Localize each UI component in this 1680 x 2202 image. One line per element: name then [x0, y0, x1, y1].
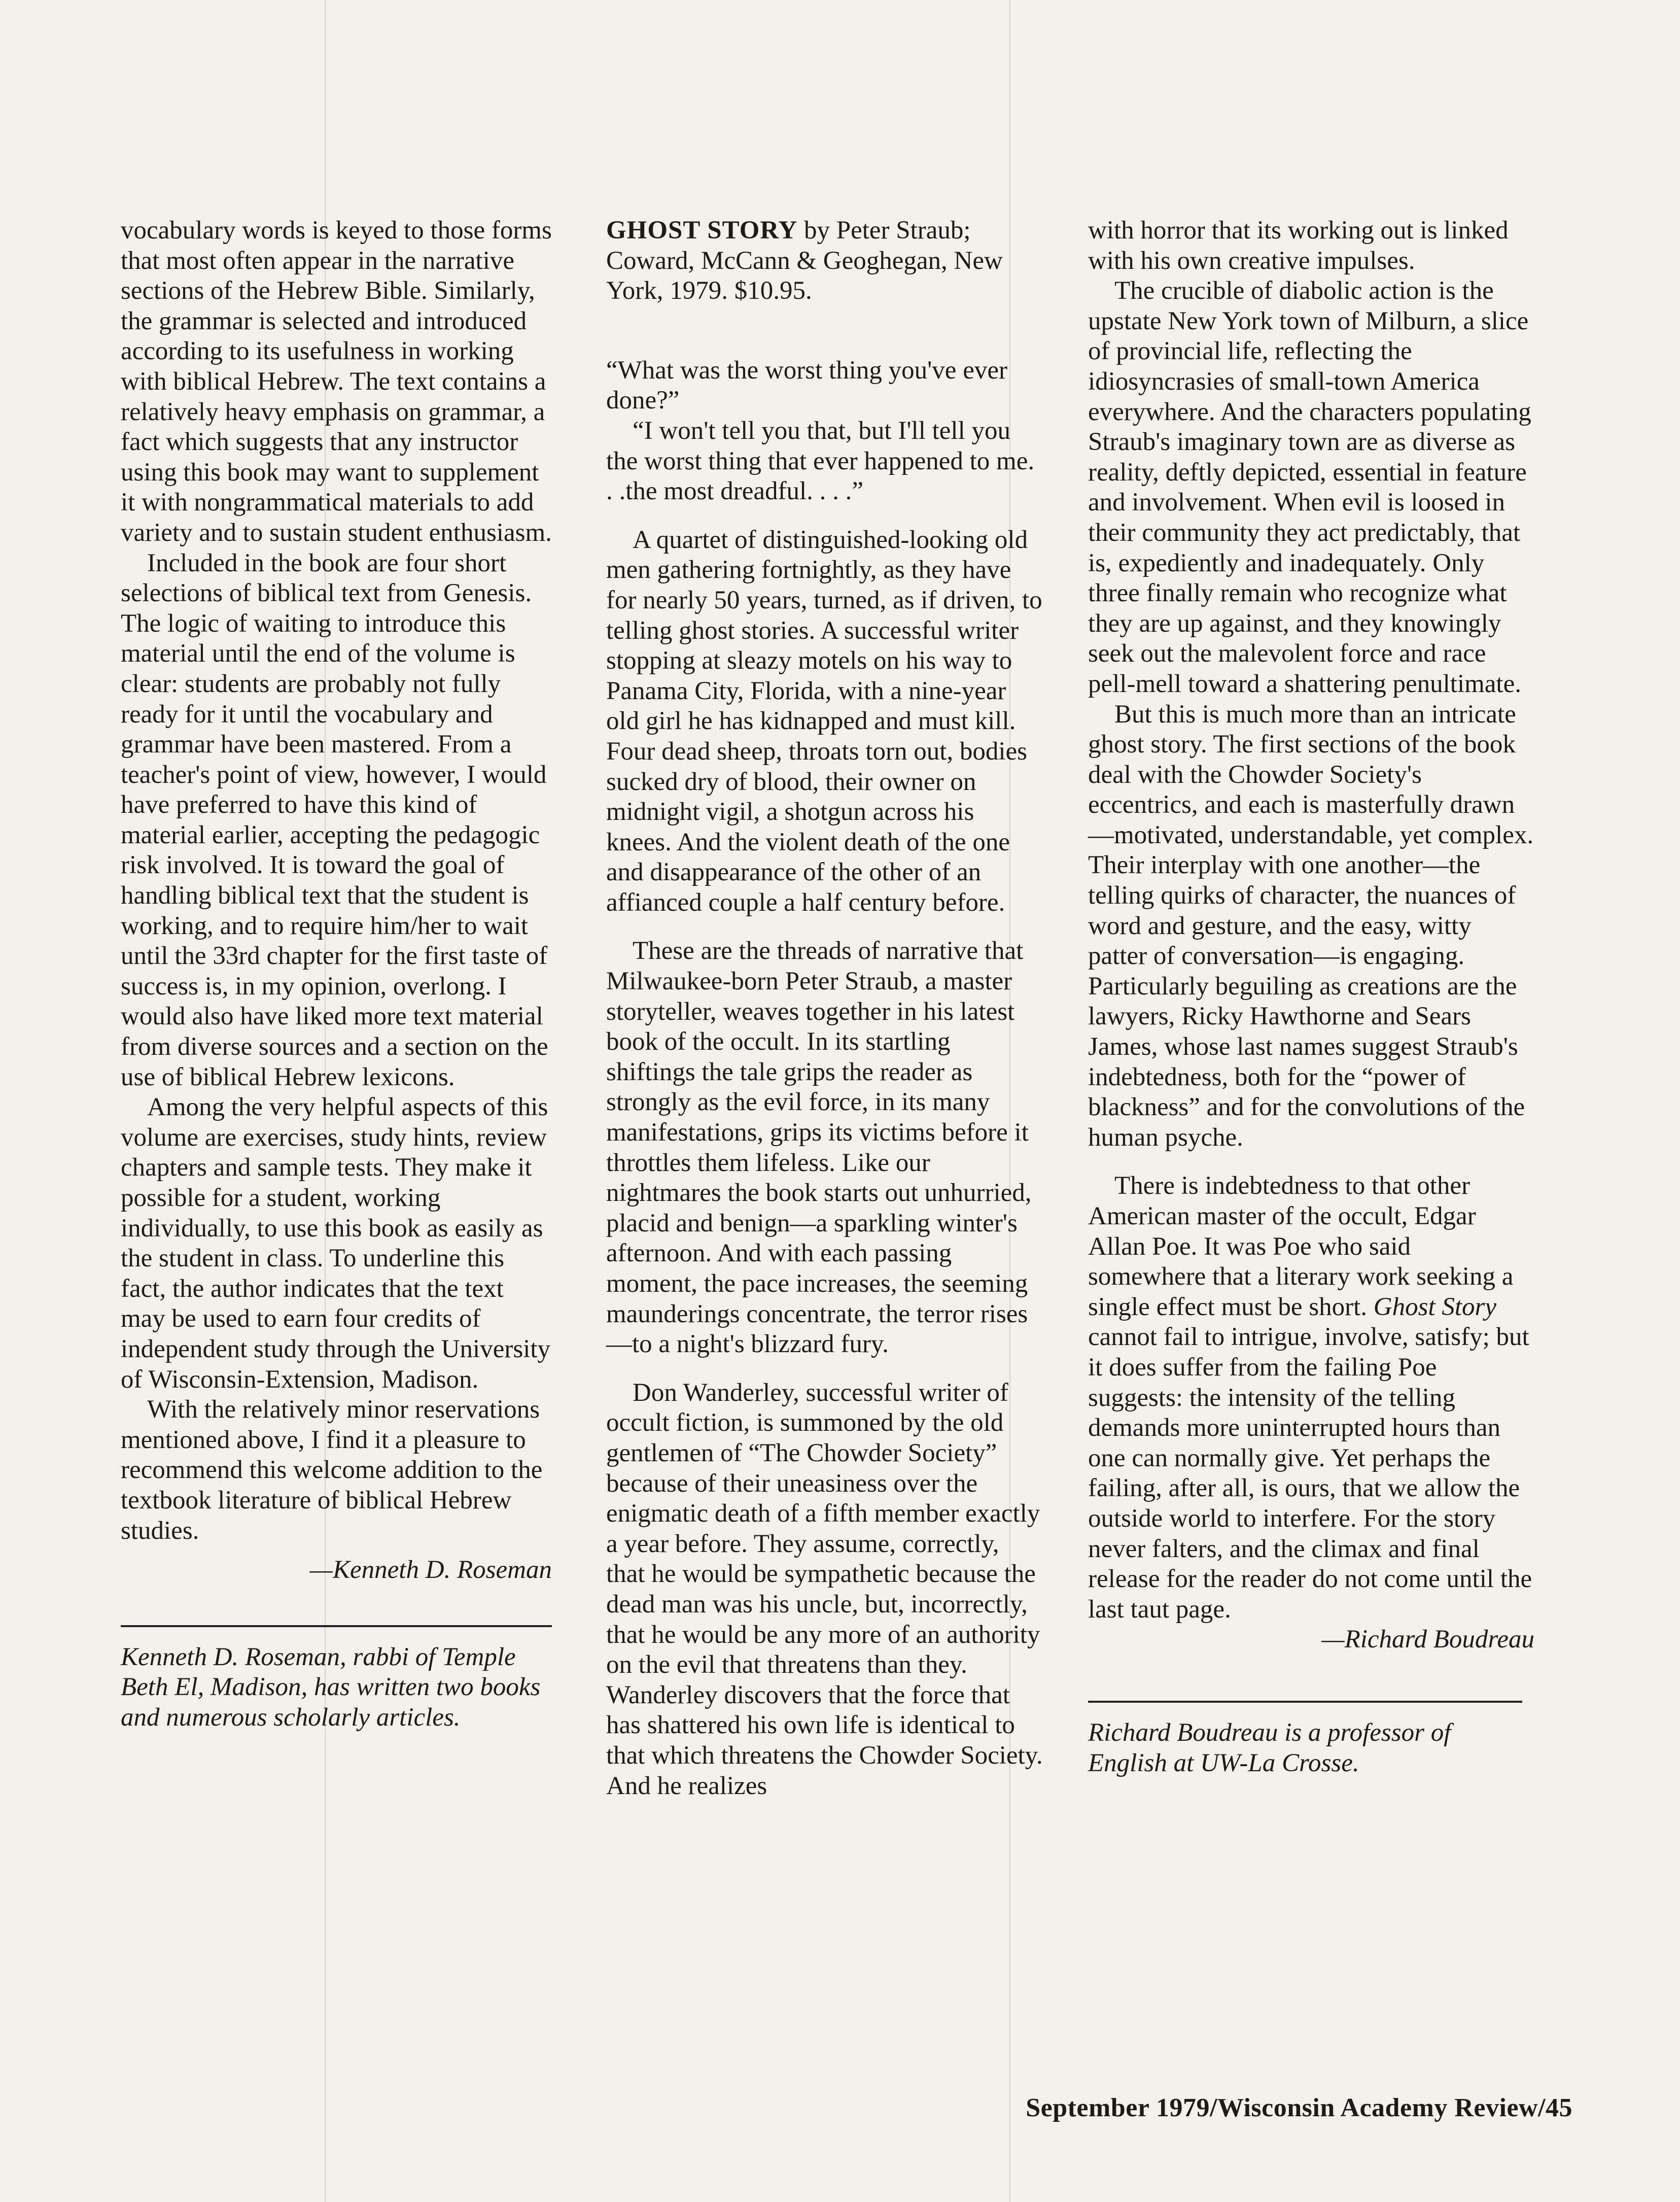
paragraph: These are the threads of narrative that Milwaukee-born Peter Straub, a master storyteller, weaves together in his latest book of the occult. In its startling shiftings the tale grips the reader as strongly as the evil force, in its many manifestations, grips its victims before it throttles them lifeless. Like our nightmares the book starts out unhurried, placid and benign—a sparkling winter's afternoon. And with each passing moment, the pace increases, the seeming maunderings concentrate, the terror rises—to a night's blizzard fury. [606, 937, 1032, 1359]
paragraph: But this is much more than an intricate ghost story. The first sections of the book deal with the Chowder Society's eccentrics, and each is masterfully drawn—motivated, understandable, yet complex. Their interplay with one another—the telling quirks of character, the nuances of word and gesture, and the easy, witty patter of conversation—is engaging. Particularly beguiling as creations are the lawyers, Ricky Hawthorne and Sears James, whose last names suggest Straub's indebtedness, both for the “power of blackness” and for the convolutions of the human psyche. [1088, 700, 1534, 1152]
paragraph: “What was the worst thing you've ever done?” [606, 356, 1007, 415]
column-1 [121, 216, 552, 1733]
divider [121, 1625, 552, 1627]
paragraph: Among the very helpful aspects of this volume are exercises, study hints, review chapters and sample tests. They make it possible for a student, working individually, to use this book as easily as the student in class. To underline this fact, the author indicates that the text may be used to earn four credits of independent study through the University of Wisconsin-Extension, Madison. [121, 1093, 551, 1394]
divider [1088, 1701, 1522, 1703]
book-heading [606, 216, 1044, 306]
paragraph: “I won't tell you that, but I'll tell you the worst thing that ever happened to me. . .the most dreadful. . . .” [606, 416, 1035, 506]
column-3 [1088, 216, 1534, 1778]
book-info: by Peter Straub; Coward, McCann & Geoghegan, New York, 1979. $10.95. [606, 216, 1003, 305]
review-signature: —Kenneth D. Roseman [309, 1556, 552, 1585]
paragraph: There is indebtedness to that other American master of the occult, Edgar Allan Poe. It was Poe who said somewhere that a literary work seeking a single effect must be short. Ghost Story cannot fail to intrigue, involve, satisfy; but it does suffer from the failing Poe suggests: the intensity of the telling demands more uninterrupted hours than one can normally give. Yet perhaps the failing, after all, is ours, that we allow the outside world to interfere. For the story never falters, and the climax and final release for the reader do not come until the last taut page. [1088, 1172, 1532, 1624]
reviewer-bio: Richard Boudreau is a professor of English at UW-La Crosse. [1088, 1718, 1451, 1777]
book-title: GHOST STORY [606, 216, 798, 245]
paragraph: Don Wanderley, successful writer of occult fiction, is summoned by the old gentlemen of “The Chowder Society” because of their uneasiness over the enigmatic death of a fifth member exactly a year before. They assume, correctly, that he would be sympathetic because the dead man was his uncle, but, incorrectly, that he would be any more of an authority on the evil that threatens than they. Wanderley discovers that the force that has shattered his own life is identical to that which threatens the Chowder Society. And he realizes [606, 1378, 1043, 1800]
column-2 [606, 216, 1044, 1801]
paragraph: With the relatively minor reservations mentioned above, I find it a pleasure to recommend this welcome addition to the textbook literature of biblical Hebrew studies. [121, 1395, 543, 1545]
reviewer-bio: Kenneth D. Roseman, rabbi of Temple Beth El, Madison, has written two books and numerous scholarly articles. [121, 1642, 541, 1732]
paragraph: with horror that its working out is linked with his own creative impulses. [1088, 216, 1509, 275]
paragraph: A quartet of distinguished-looking old men gathering fortnightly, as they have for nearly 50 years, turned, as if driven, to telling ghost stories. A successful writer stopping at sleazy motels on his way to Panama City, Florida, with a nine-year old girl he has kidnapped and must kill. Four dead sheep, throats torn out, bodies sucked dry of blood, their owner on midnight vigil, a shotgun across his knees. And the violent death of the one and disappearance of the other of an affianced couple a half century before. [606, 525, 1042, 917]
paragraph: The crucible of diabolic action is the upstate New York town of Milburn, a slice of provincial life, reflecting the idiosyncrasies of small-town America everywhere. And the characters populating Straub's imaginary town are as diverse as reality, deftly depicted, essential in feature and involvement. When evil is loosed in their community they act predictably, that is, expediently and inadequately. Only three finally remain who recognize what they are up against, and they knowingly seek out the malevolent force and race pell-mell toward a shattering penultimate. [1088, 277, 1531, 698]
book-title-reference: Ghost Story [1373, 1292, 1497, 1321]
page-footer: September 1979/Wisconsin Academy Review/45 [1026, 2093, 1572, 2122]
paragraph: Included in the book are four short selections of biblical text from Genesis. The logic of waiting to introduce this material until the end of the volume is clear: students are probably not fully ready for it until the vocabulary and grammar have been mastered. From a teacher's point of view, however, I would have preferred to have this kind of material earlier, accepting the pedagogic risk involved. It is toward the goal of handling biblical text that the student is working, and to require him/her to wait until the 33rd chapter for the first taste of success is, in my opinion, overlong. I would also have liked more text material from diverse sources and a section on the use of biblical Hebrew lexicons. [121, 548, 548, 1091]
review-signature: —Richard Boudreau [1321, 1625, 1534, 1654]
paragraph: vocabulary words is keyed to those forms that most often appear in the narrative sections of the Hebrew Bible. Similarly, the grammar is selected and introduced according to its usefulness in working with biblical Hebrew. The text contains a relatively heavy emphasis on grammar, a fact which suggests that any instructor using this book may want to supplement it with nongrammatical materials to add variety and to sustain student enthusiasm. [121, 216, 552, 547]
